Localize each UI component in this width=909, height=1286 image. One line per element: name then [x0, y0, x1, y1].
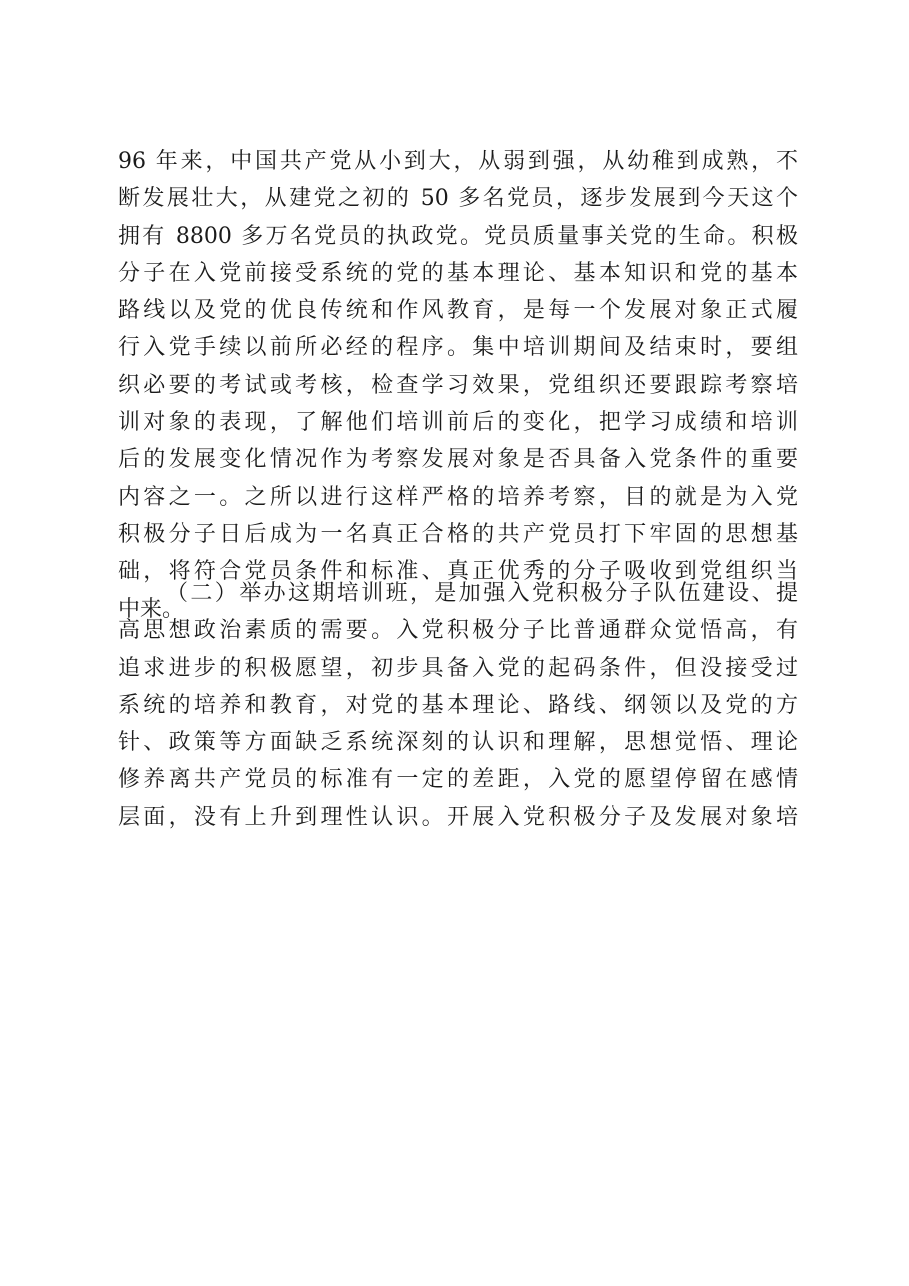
- paragraph-1: [118, 143, 798, 628]
- paragraph-line: 针、政策等方面缺乏系统深刻的认识和理解，思想觉悟、理论: [118, 730, 798, 756]
- paragraph-line: 行入党手续以前所必经的程序。集中培训期间及结束时，要组: [118, 335, 798, 361]
- paragraph-line: 断发展壮大，从建党之初的 50 多名党员，逐步发展到今天这个: [118, 186, 798, 212]
- paragraph-line: 内容之一。之所以进行这样严格的培养考察，目的就是为入党: [118, 484, 798, 510]
- paragraph-line: 路线以及党的优良传统和作风教育，是每一个发展对象正式履: [118, 298, 798, 324]
- paragraph-line: 分子在入党前接受系统的党的基本理论、基本知识和党的基本: [118, 260, 798, 286]
- paragraph-line: 织必要的考试或考核，检查学习效果，党组织还要跟踪考察培: [118, 372, 798, 398]
- paragraph-line: （二）举办这期培训班，是加强入党积极分子队伍建设、提: [166, 581, 798, 606]
- paragraph-line: 追求进步的积极愿望，初步具备入党的起码条件，但没接受过: [118, 655, 798, 681]
- paragraph-line: 修养离共产党员的标准有一定的差距，入党的愿望停留在感情: [118, 767, 798, 793]
- paragraph-line: 积极分子日后成为一名真正合格的共产党员打下牢固的思想基: [118, 521, 798, 547]
- paragraph-line: 高思想政治素质的需要。入党积极分子比普通群众觉悟高，有: [118, 618, 798, 644]
- paragraph-line: 中来。: [118, 596, 185, 622]
- paragraph-2: [118, 575, 798, 836]
- paragraph-line: 训对象的表现，了解他们培训前后的变化，把学习成绩和培训: [118, 410, 798, 436]
- paragraph-line: 后的发展变化情况作为考察发展对象是否具备入党条件的重要: [118, 447, 798, 473]
- paragraph-line: 拥有 8800 多万名党员的执政党。党员质量事关党的生命。积极: [118, 223, 798, 249]
- paragraph-line: 础，将符合党员条件和标准、真正优秀的分子吸收到党组织当: [118, 559, 798, 585]
- paragraph-line: 系统的培养和教育，对党的基本理论、路线、纲领以及党的方: [118, 692, 798, 718]
- paragraph-line: 96 年来，中国共产党从小到大，从弱到强，从幼稚到成熟，不: [118, 149, 798, 174]
- paragraph-line: 层面，没有上升到理性认识。开展入党积极分子及发展对象培: [118, 804, 798, 830]
